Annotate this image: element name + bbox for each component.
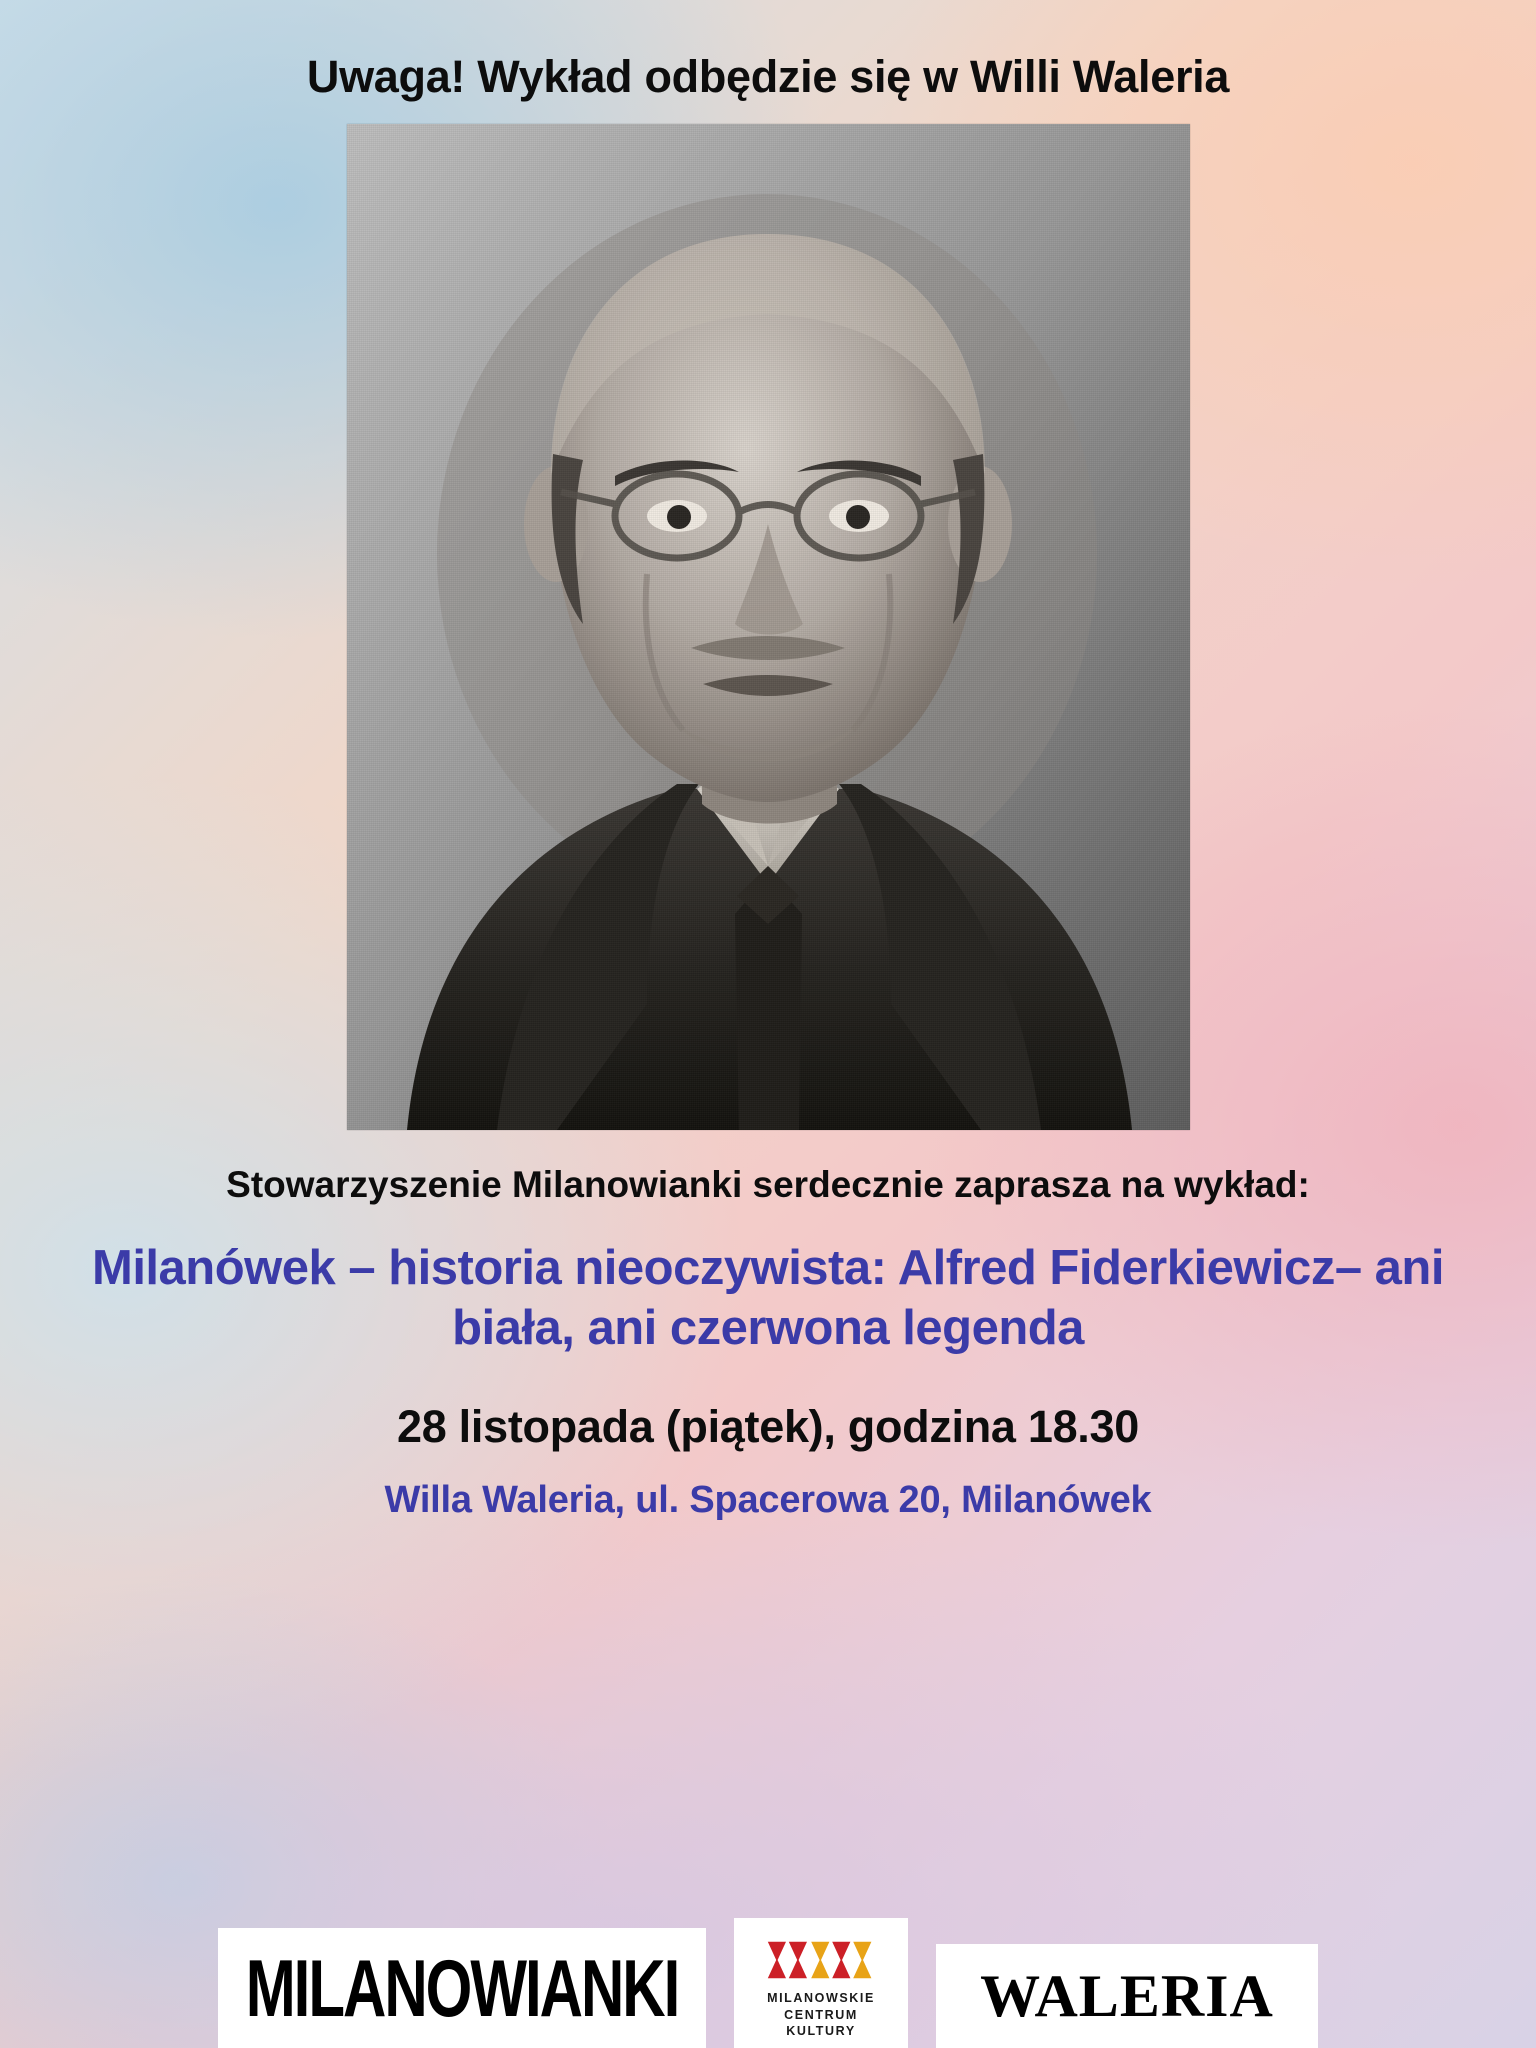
mck-line-2: CENTRUM [784, 2007, 858, 2022]
mck-wordmark [767, 1990, 875, 2041]
logo-waleria [936, 1944, 1318, 2048]
portrait-photo [347, 124, 1190, 1130]
portrait-illustration [347, 124, 1190, 1130]
mck-line-1: MILANOWSKIE [767, 1990, 875, 2005]
invitation-text: Stowarzyszenie Milanowianki serdecznie zaprasza na wykład: [226, 1163, 1310, 1205]
mck-line-3: KULTURY [786, 2024, 856, 2039]
logo-strip [0, 1918, 1536, 2048]
event-datetime: 28 listopada (piątek), godzina 18.30 [397, 1400, 1139, 1452]
poster-headline: Uwaga! Wykład odbędzie się w Willi Waleria [306, 51, 1230, 102]
lecture-title: Milanówek – historia nieoczywista: Alfred Fiderkiewicz– ani biała, ani czerwona legenda [92, 1241, 1444, 1356]
logo-milanowianki-text: MILANOWIANKI [245, 1942, 679, 2034]
logo-mck [734, 1918, 908, 2048]
event-venue: Willa Waleria, ul. Spacerowa 20, Milanówek [384, 1478, 1152, 1521]
mck-mark-icon [765, 1936, 877, 1984]
logo-waleria-text: WALERIA [980, 1962, 1274, 2029]
logo-milanowianki [218, 1928, 706, 2048]
